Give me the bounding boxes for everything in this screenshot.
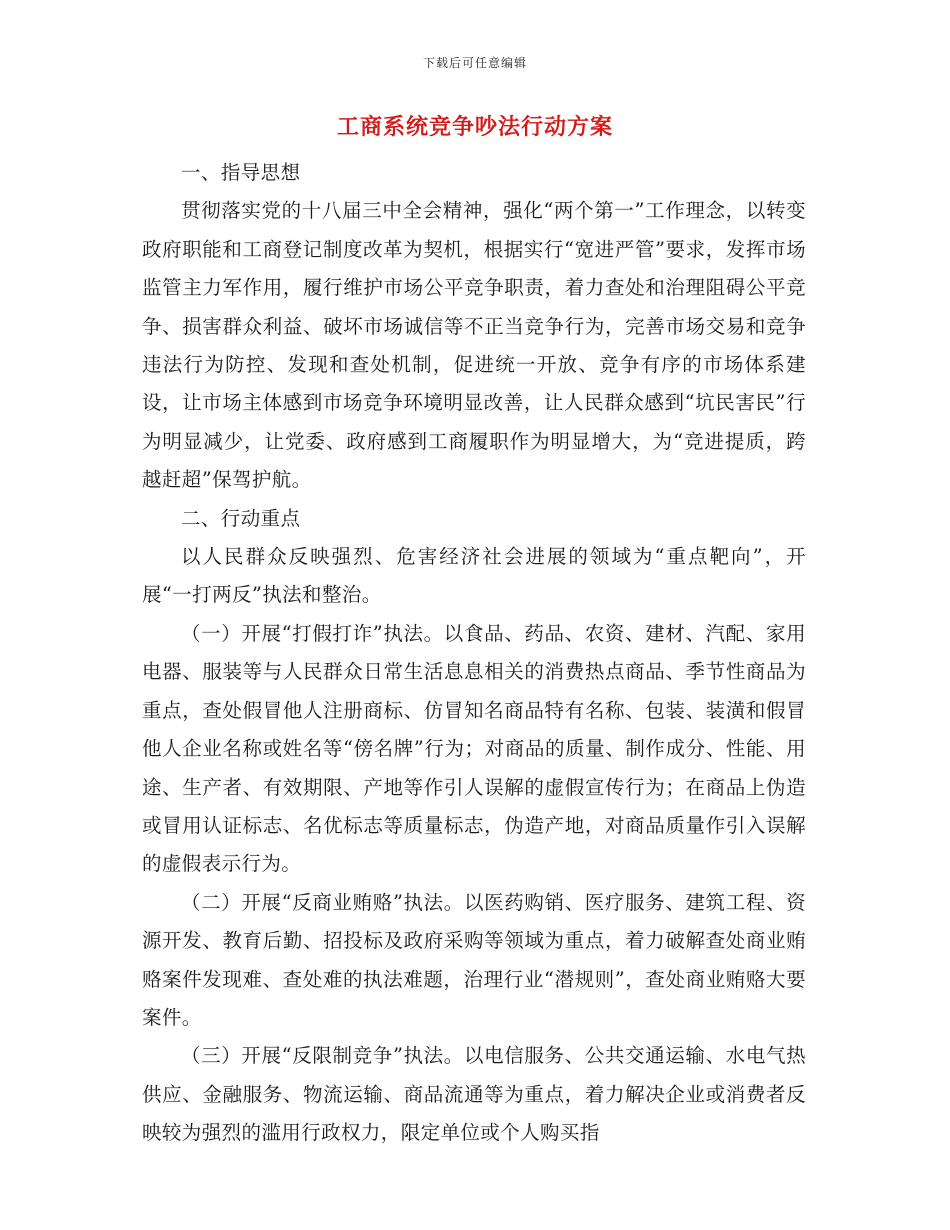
paragraph-guiding-ideology: 贯彻落实党的十八届三中全会精神，强化“两个第一”工作理念，以转变政府职能和工商登记制度改革为契机，根据实行“宽进严管”要求，发挥市场监管主力军作用，履行维护市场公平竞争职责，着力查处和治理阻碍公平竞争、损害群众利益、破坏市场诚信等不正当竞争行为，完善市场交易和竞争违法行为防控、发现和查处机制，促进统一开放、竞争有序的市场体系建设，让市场主体感到市场竞争环境明显改善，让人民群众感到“坑民害民”行为明显减少，让党委、政府感到工商履职作为明显增大，为“竞进提质，跨越赶超”保驾护航。: [142, 199, 806, 492]
document-title: 工商系统竞争吵法行动方案: [336, 114, 613, 140]
paragraph-anti-restriction: （三）开展“反限制竞争”执法。以电信服务、公共交通运输、水电气热供应、金融服务、物流运输、商品流通等为重点，着力解决企业或消费者反映较为强烈的滥用行政权力，限定单位或个人购买指: [142, 1044, 806, 1145]
paragraph-action-focus-intro: 以人民群众反映强烈、危害经济社会进展的领域为“重点靶向”，开展“一打两反”执法和整治。: [142, 545, 806, 607]
paragraph-anti-counterfeit: （一）开展“打假打诈”执法。以食品、药品、农资、建材、汽配、家用电器、服装等与人民群众日常生活息息相关的消费热点商品、季节性商品为重点，查处假冒他人注册商标、仿冒知名商品特有名称、包装、装潢和假冒他人企业名称或姓名等“傍名牌”行为；对商品的质量、制作成分、性能、用途、生产者、有效期限、产地等作引人误解的虚假宣传行为；在商品上伪造或冒用认证标志、名优标志等质量标志，伪造产地，对商品质量作引入误解的虚假表示行为。: [142, 621, 806, 876]
document-body: [142, 154, 806, 1153]
section-heading-guiding-ideology: 一、指导思想: [181, 161, 301, 184]
paragraph-anti-bribery: （二）开展“反商业贿赂”执法。以医药购销、医疗服务、建筑工程、资源开发、教育后勤、招投标及政府采购等领域为重点，着力破解查处商业贿赂案件发现难、查处难的执法难题，治理行业“潜规则”，查处商业贿赂大要案件。: [142, 890, 806, 1029]
header-note: 下载后可任意编辑: [422, 56, 527, 70]
section-heading-action-focus: 二、行动重点: [181, 506, 301, 530]
